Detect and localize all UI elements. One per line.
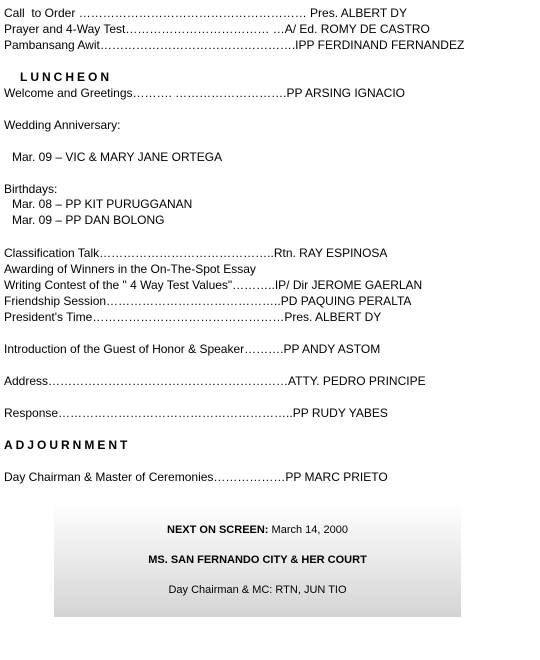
next-on-screen-box [54, 503, 461, 617]
program-classification-talk: Classification Talk……………………………………..Rtn. RAY ESPINOSA [4, 246, 388, 260]
program-presidents-time: President's Time…………………………………………Pres. ALBERT DY [4, 310, 382, 324]
luncheon-heading: LUNCHEON [20, 70, 112, 84]
next-on-screen-label: NEXT ON SCREEN: [167, 524, 269, 536]
program-call-to-order: Call to Order ………………………………………………… Pres. ALBERT DY [4, 6, 407, 20]
program-friendship: Friendship Session……………………………………..PD PAQUING PERALTA [4, 294, 412, 308]
anniversary-entry: Mar. 09 – VIC & MARY JANE ORTEGA [12, 150, 223, 164]
birthdays-label: Birthdays: [4, 182, 58, 196]
next-on-screen-title: MS. SAN FERNANDO CITY & HER COURT [148, 554, 367, 566]
birthday-entry: Mar. 09 – PP DAN BOLONG [12, 213, 165, 227]
program-essay-contest: Writing Contest of the " 4 Way Test Values"………..IP/ Dir JEROME GAERLAN [4, 278, 423, 292]
next-on-screen-line [54, 524, 461, 537]
next-on-screen-date: March 14, 2000 [268, 524, 348, 536]
program-response: Response…………………………………………………..PP RUDY YABES [4, 406, 388, 420]
birthday-entry: Mar. 08 – PP KIT PURUGGANAN [12, 197, 193, 211]
program-address: Address……………………………………………………ATTY. PEDRO PRINCIPE [4, 374, 426, 388]
anniversary-label: Wedding Anniversary: [4, 118, 121, 132]
program-anthem: Pambansang Awit………………………………………….IPP FERDINAND FERNANDEZ [4, 38, 465, 52]
next-on-screen-chair: Day Chairman & MC: RTN, JUN TIO [168, 584, 347, 596]
program-welcome: Welcome and Greetings………. ……………………….PP ARSING IGNACIO [4, 86, 405, 100]
program-prayer: Prayer and 4-Way Test……………………………… …A/ Ed. ROMY DE CASTRO [4, 22, 430, 36]
program-chairman: Day Chairman & Master of Ceremonies………………PP MARC PRIETO [4, 470, 388, 484]
program-awarding: Awarding of Winners in the On-The-Spot Essay [4, 262, 256, 276]
program-introduction: Introduction of the Guest of Honor & Speaker……….PP ANDY ASTOM [4, 342, 381, 356]
adjournment-heading: ADJOURNMENT [4, 438, 131, 452]
